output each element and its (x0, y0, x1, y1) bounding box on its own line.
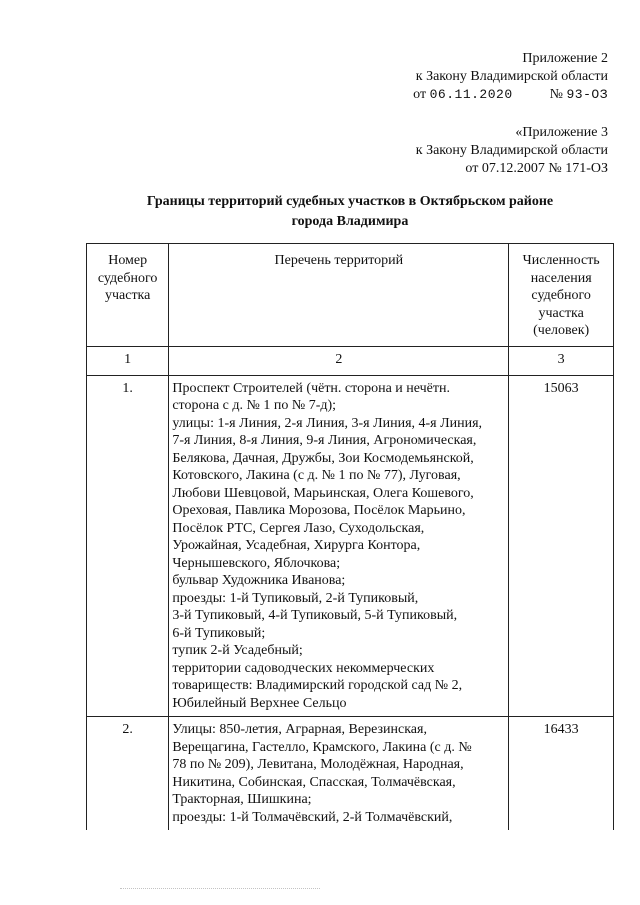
territory-line: Тракторная, Шишкина; (172, 792, 312, 807)
territory-line: Верещагина, Гастелло, Крамского, Лакина (с д. № (172, 739, 472, 755)
appendix-header-date-line (413, 86, 608, 104)
territory-line: Любови Шевцовой, Марьинская, Олега Кошевого, (172, 485, 474, 501)
population-value: 15063 (509, 375, 614, 717)
column-number: 1 (87, 346, 169, 375)
original-header-line1: «Приложение 3 (515, 125, 608, 140)
date-prefix: от (413, 87, 427, 102)
territory-line: товариществ: Владимирский городской сад № 2, (172, 678, 463, 693)
territory-line: Проспект Строителей (чётн. сторона и нечётн. (172, 380, 450, 396)
territory-line: 3-й Тупиковый, 4-й Тупиковый, 5-й Тупиковый, (172, 608, 458, 623)
document-title (60, 192, 640, 232)
territory-list (169, 375, 509, 717)
territory-line: Никитина, Собинская, Спасская, Толмачёвская, (172, 774, 456, 790)
number-prefix: № (549, 87, 563, 102)
territory-line: Котовского, Лакина (с д. № 1 по № 77), Луговая, (172, 468, 461, 483)
scan-artifact-line (120, 888, 320, 892)
original-appendix-header (416, 124, 608, 178)
appendix-header-line2: к Закону Владимирской области (415, 69, 608, 84)
table-row (87, 375, 614, 717)
title-line2: города Владимира (291, 214, 409, 229)
territory-line: 7-я Линия, 8-я Линия, 9-я Линия, Агрономическая, (172, 433, 477, 448)
territory-line: 78 по № 209), Левитана, Молодёжная, Народная, (172, 757, 464, 772)
territory-line: Юбилейный Верхнее Сельцо (172, 695, 347, 711)
table-row (87, 717, 614, 831)
territory-line: проезды: 1-й Тупиковый, 2-й Тупиковый, (172, 590, 419, 606)
territory-line: Ореховая, Павлика Морозова, Посёлок Марьино, (172, 503, 466, 518)
territory-line: сторона с д. № 1 по № 7-д); (172, 398, 337, 413)
court-number: 1. (87, 375, 169, 717)
table-header-row (87, 244, 614, 347)
column-number-row (87, 346, 614, 375)
territory-list (169, 717, 509, 831)
territory-line: бульвар Художника Иванова; (172, 573, 346, 588)
column-number: 3 (509, 346, 614, 375)
territory-line: Улицы: 850-летия, Аграрная, Верезинская, (172, 722, 427, 737)
law-number: 93-ОЗ (566, 87, 608, 102)
law-date: 06.11.2020 (429, 87, 513, 102)
territory-line: проезды: 1-й Толмачёвский, 2-й Толмачёвский, (172, 809, 453, 825)
column-number: 2 (169, 346, 509, 375)
territory-line: Белякова, Дачная, Дружбы, Зои Космодемьянской, (172, 450, 474, 466)
header-court-number: Номер судебного участка (87, 244, 169, 347)
title-line1: Границы территорий судебных участков в Октябрьском районе (146, 194, 554, 209)
population-value: 16433 (509, 717, 614, 831)
territory-line: Посёлок РТС, Сергея Лазо, Суходольская, (172, 520, 425, 536)
territory-line: тупик 2-й Усадебный; (172, 643, 303, 658)
original-header-line2: к Закону Владимирской области (415, 143, 608, 158)
header-territories: Перечень территорий (169, 244, 509, 347)
territory-line: территории садоводческих некоммерческих (172, 660, 435, 676)
territory-line: Чернышевского, Яблочкова; (172, 555, 341, 571)
header-population: Численность населения судебного участка (человек) (509, 244, 614, 347)
territory-line: улицы: 1-я Линия, 2-я Линия, 3-я Линия, 4-я Линия, (172, 415, 483, 431)
territory-line: 6-й Тупиковый; (172, 625, 266, 641)
appendix-header (413, 50, 608, 104)
appendix-header-line1: Приложение 2 (522, 51, 608, 66)
court-number: 2. (87, 717, 169, 831)
territory-line: Урожайная, Усадебная, Хирурга Контора, (172, 538, 421, 553)
original-header-line3: от 07.12.2007 № 171-ОЗ (465, 161, 608, 176)
territories-table (86, 243, 614, 830)
